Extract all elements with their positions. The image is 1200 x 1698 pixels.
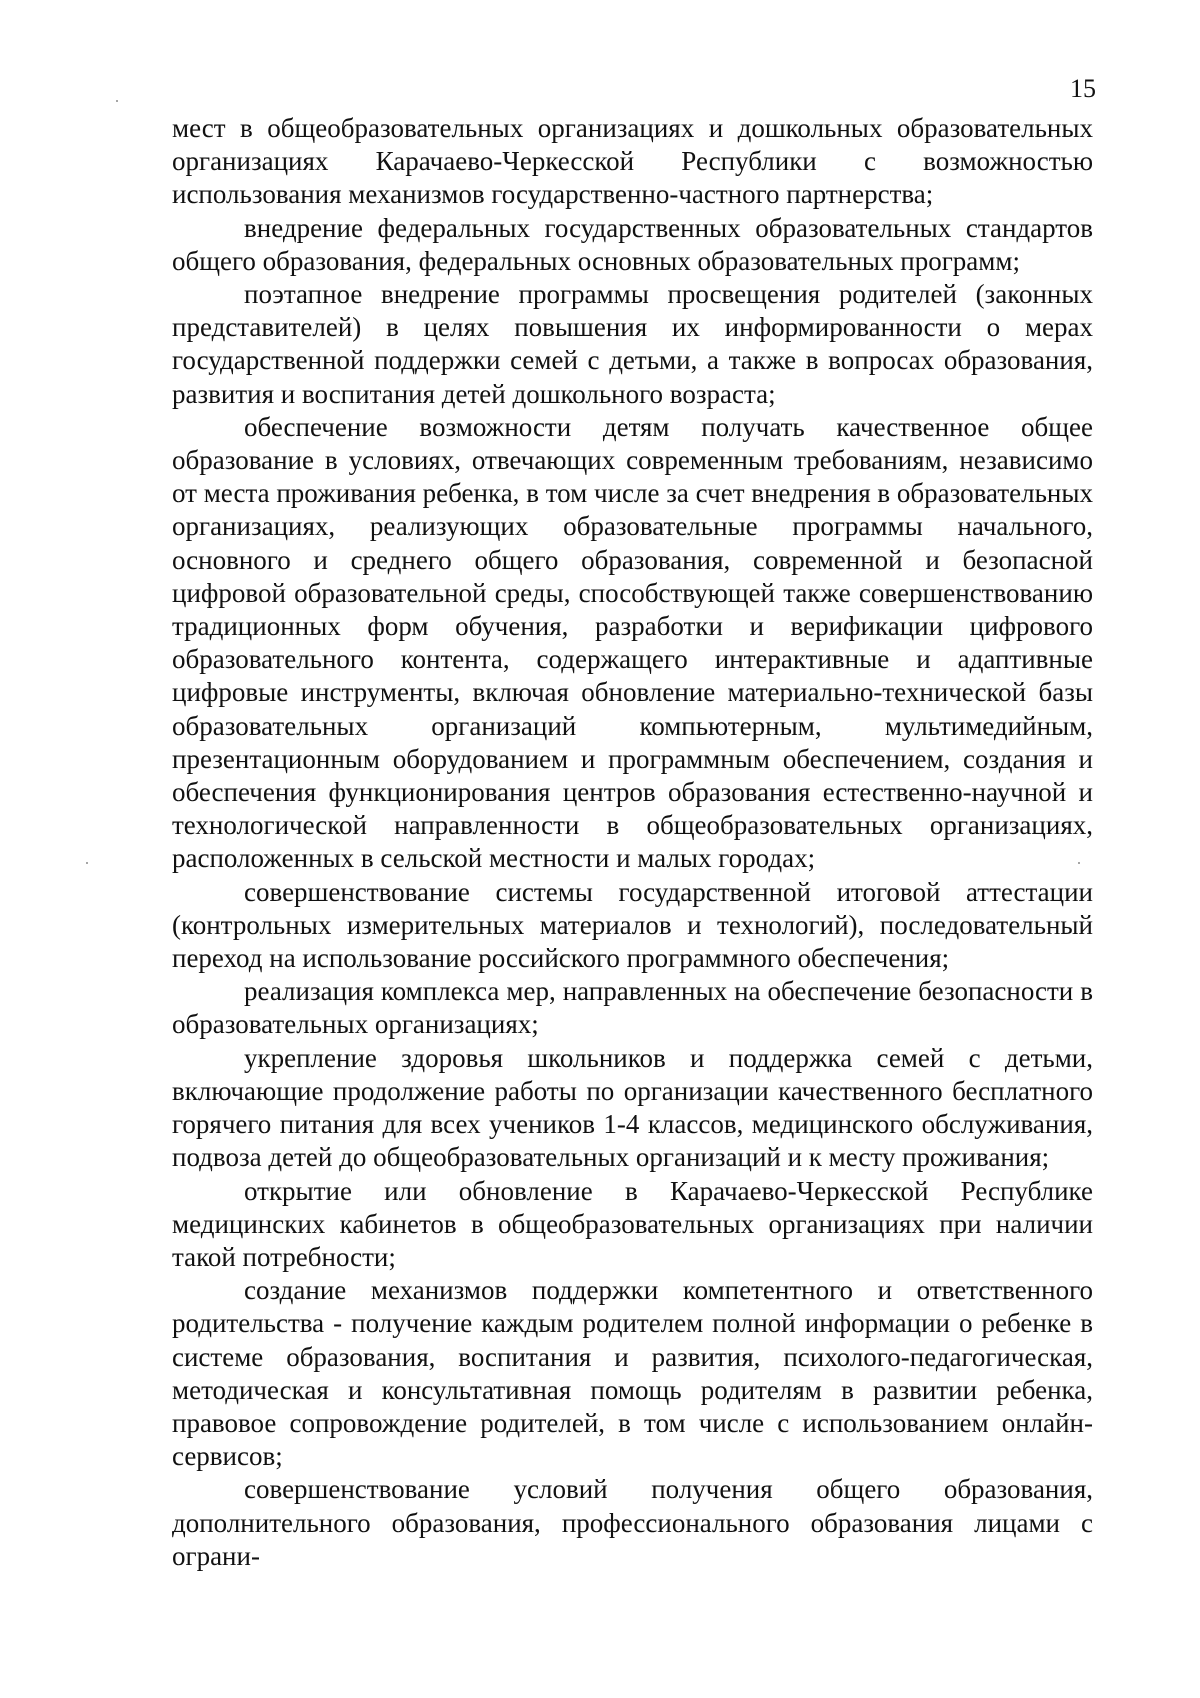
document-body	[172, 112, 1093, 1573]
scan-speck	[86, 862, 88, 864]
paragraph-6: реализация комплекса мер, направленных на обеспечение безопасности в образовательных организациях;	[172, 976, 1093, 1040]
paragraph-3: поэтапное внедрение программы просвещения родителей (законных представителей) в целях повышения их информированности о мерах государственной поддержки семей с детьми, а также в вопросах образования, развития и воспитания детей дошкольного возраста;	[172, 279, 1093, 409]
paragraph-1: мест в общеобразовательных организациях и дошкольных образовательных организациях Карачаево-Черкесской Республики с возможностью использования механизмов государственно-частного партнерства;	[172, 113, 1093, 210]
paragraph-4: обеспечение возможности детям получать качественное общее образование в условиях, отвечающих современным требованиям, независимо от места проживания ребенка, в том числе за счет внедрения в образовательных организациях, реализующих образовательные программы начального, основного и среднего общего образования, современной и безопасной цифровой образовательной среды, способствующей также совершенствованию традиционных форм обучения, разработки и верификации цифрового образовательного контента, содержащего интерактивные и адаптивные цифровые инструменты, включая обновление материально-технической базы образовательных организаций компьютерным, мультимедийным, презентационным оборудованием и программным обеспечением, создания и обеспечения функционирования центров образования естественно-научной и технологической направленности в общеобразовательных организациях, расположенных в сельской местности и малых городах;	[172, 411, 1093, 874]
paragraph-7: укрепление здоровья школьников и поддержка семей с детьми, включающие продолжение работы по организации качественного бесплатного горячего питания для всех учеников 1-4 классов, медицинского обслуживания, подвоза детей до общеобразовательных организаций и к месту проживания;	[172, 1042, 1093, 1173]
scan-speck	[1078, 862, 1080, 864]
paragraph-2: внедрение федеральных государственных образовательных стандартов общего образования, федеральных основных образовательных программ;	[172, 212, 1093, 276]
page-number: 15	[1070, 74, 1096, 103]
paragraph-5: совершенствование системы государственной итоговой аттестации (контрольных измерительных материалов и технологий), последовательный переход на использование российского программного обеспечения;	[172, 876, 1093, 974]
paragraph-8: открытие или обновление в Карачаево-Черкесской Республике медицинских кабинетов в общеобразовательных организациях при наличии такой потребности;	[172, 1175, 1093, 1272]
paragraph-10: совершенствование условий получения общего образования, дополнительного образования, профессионального образования лицами с ограни-	[172, 1474, 1093, 1571]
scan-speck	[116, 100, 118, 102]
paragraph-9: создание механизмов поддержки компетентного и ответственного родительства - получение каждым родителем полной информации о ребенке в системе образования, воспитания и развития, психолого-педагогическая, методическая и консультативная помощь родителям в развитии ребенка, правовое сопровождение родителей, в том числе с использованием онлайн-сервисов;	[172, 1275, 1093, 1472]
